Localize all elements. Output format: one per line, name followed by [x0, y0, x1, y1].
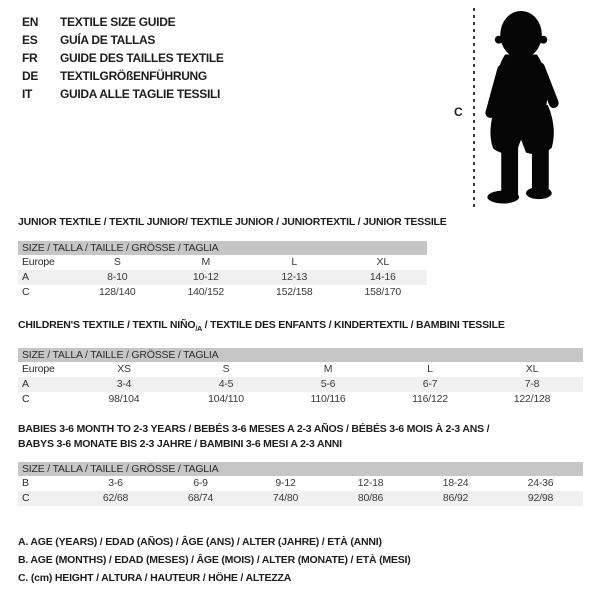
height-cell: 68/74	[187, 492, 214, 504]
language-row-de	[22, 67, 224, 85]
children-size-table	[18, 348, 583, 407]
row-label-cell: C	[22, 286, 30, 298]
size-cell: M	[201, 256, 211, 268]
months-cell: 12-18	[357, 477, 384, 489]
row-label-cell: C	[22, 393, 30, 406]
title-line-1: BABIES 3-6 MONTH TO 2-3 YEARS / BEBÉS 3-6 MESES A 2-3 AÑOS / BÉBÉS 3-6 MOIS À 2-3 ANS /	[18, 423, 490, 435]
age-cell: 7-8	[524, 378, 540, 391]
table-row-months	[18, 476, 583, 491]
height-cell: 74/80	[272, 492, 299, 504]
months-cell: 6-9	[193, 477, 208, 489]
language-title: GUÍA DE TALLAS	[60, 33, 156, 47]
age-cell: 10-12	[192, 271, 219, 283]
language-title: GUIDA ALLE TAGLIE TESSILI	[60, 87, 221, 101]
language-title: TEXTILE SIZE GUIDE	[60, 15, 176, 29]
language-row-en	[22, 13, 224, 31]
table-row-height	[18, 285, 427, 300]
months-cell: 9-12	[275, 477, 296, 489]
size-table-header: SIZE / TALLA / TAILLE / GRÖSSE / TAGLIA	[18, 462, 583, 476]
height-cell: 152/158	[275, 286, 313, 298]
months-cell: 3-6	[108, 477, 123, 489]
language-code: ES	[22, 33, 38, 47]
height-cell: 110/116	[310, 393, 346, 406]
language-code: EN	[22, 15, 39, 29]
language-title: TEXTILGRÖßENFÜHRUNG	[60, 69, 207, 83]
title-text: / TEXTILE DES ENFANTS / KINDERTEXTIL / BAMBINI TESSILE	[201, 319, 505, 331]
language-code: DE	[22, 69, 39, 83]
size-cell: L	[291, 256, 298, 268]
table-row-age	[18, 377, 583, 392]
age-cell: 8-10	[107, 271, 128, 283]
title-line-2: BABYS 3-6 MONATE BIS 2-3 JAHRE / BAMBINI 3-6 MESI A 2-3 ANNI	[18, 438, 342, 450]
size-cell: XS	[117, 363, 131, 376]
section-babies	[18, 422, 583, 506]
size-cell: XL	[525, 363, 539, 376]
size-cell: M	[323, 363, 333, 376]
section-title-children	[18, 319, 583, 336]
age-cell: 14-16	[369, 271, 396, 283]
height-cell: 92/98	[527, 492, 554, 504]
size-table-header: SIZE / TALLA / TAILLE / GRÖSSE / TAGLIA	[18, 241, 427, 255]
legend-line-a: A. AGE (YEARS) / EDAD (AÑOS) / ÂGE (ANS) / ALTER (JAHRE) / ETÀ (ANNI)	[18, 536, 382, 548]
row-label-cell: C	[22, 492, 30, 504]
height-c-label: C	[454, 105, 463, 119]
table-row-age	[18, 270, 427, 285]
height-cell: 86/92	[442, 492, 469, 504]
size-cell: XL	[376, 256, 389, 268]
size-cell: L	[427, 363, 433, 376]
age-cell: 12-13	[281, 271, 308, 283]
height-cell: 128/140	[98, 286, 136, 298]
table-row-height	[18, 392, 583, 407]
legend	[18, 533, 411, 587]
language-code: IT	[22, 87, 33, 101]
height-cell: 116/122	[412, 393, 448, 406]
height-measure-figure	[452, 8, 598, 210]
age-cell: 6-7	[422, 378, 438, 391]
height-cell: 122/128	[513, 393, 551, 406]
height-dashed-line	[473, 8, 475, 208]
age-cell: 5-6	[320, 378, 336, 391]
language-title: GUIDE DES TAILLES TEXTILE	[60, 51, 224, 65]
height-cell: 158/170	[364, 286, 402, 298]
height-cell: 80/86	[357, 492, 384, 504]
legend-line-b: B. AGE (MONTHS) / EDAD (MESES) / ÂGE (MOIS) / ALTER (MONATE) / ETÀ (MESI)	[18, 554, 411, 566]
size-cell: S	[222, 363, 230, 376]
language-code: FR	[22, 51, 38, 65]
table-row-height	[18, 491, 583, 506]
language-row-fr	[22, 49, 224, 67]
size-cell: S	[113, 256, 121, 268]
language-row-it	[22, 85, 224, 103]
language-list	[22, 13, 224, 103]
section-title-babies	[18, 422, 583, 452]
height-cell: 140/152	[187, 286, 225, 298]
size-table-header: SIZE / TALLA / TAILLE / GRÖSSE / TAGLIA	[18, 348, 583, 362]
section-junior	[18, 216, 447, 300]
row-label-cell: A	[22, 271, 29, 283]
baby-silhouette-icon	[485, 8, 567, 206]
height-cell: 104/110	[208, 393, 244, 406]
language-row-es	[22, 31, 224, 49]
title-text: CHILDREN'S TEXTILE / TEXTIL NIÑO	[18, 319, 196, 331]
age-cell: 3-4	[116, 378, 132, 391]
legend-line-c: C. (cm) HEIGHT / ALTURA / HAUTEUR / HÖHE / ALTEZZA	[18, 572, 292, 584]
months-cell: 24-36	[527, 477, 554, 489]
junior-size-table	[18, 241, 427, 300]
age-cell: 4-5	[218, 378, 234, 391]
row-label-cell: B	[22, 477, 29, 489]
height-cell: 62/68	[102, 492, 129, 504]
row-label-cell: A	[22, 378, 29, 391]
row-label-cell: Europe	[22, 363, 55, 376]
table-row-europe	[18, 362, 583, 377]
babies-size-table	[18, 462, 583, 506]
section-children	[18, 319, 583, 407]
table-row-europe	[18, 255, 427, 270]
height-cell: 98/104	[108, 393, 140, 406]
section-title-junior: JUNIOR TEXTILE / TEXTIL JUNIOR/ TEXTILE JUNIOR / JUNIORTEXTIL / JUNIOR TESSILE	[18, 216, 447, 228]
months-cell: 18-24	[442, 477, 469, 489]
title-subscript: /A	[195, 326, 202, 334]
row-label-cell: Europe	[22, 256, 55, 268]
